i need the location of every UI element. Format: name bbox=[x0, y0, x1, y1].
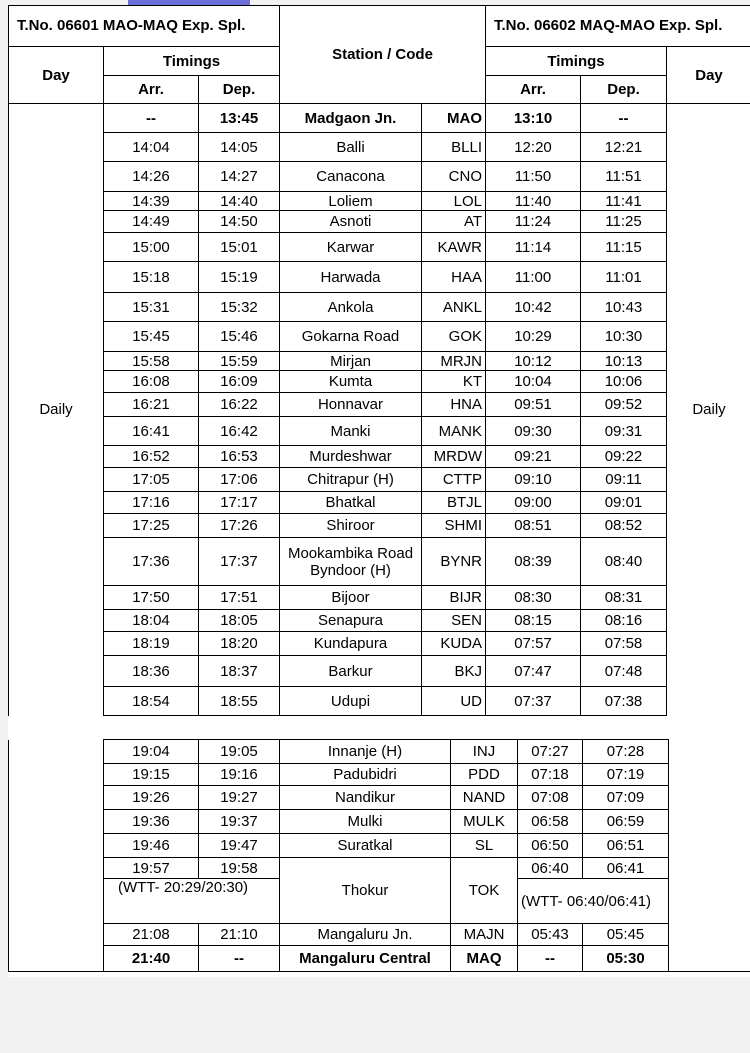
station-code: AT bbox=[422, 211, 486, 233]
timing-dep: 07:38 bbox=[581, 687, 667, 716]
timing-dep: 21:10 bbox=[199, 924, 280, 946]
timing-dep: 09:52 bbox=[581, 393, 667, 417]
station-code: SHMI bbox=[422, 514, 486, 538]
station-name: Senapura bbox=[280, 610, 422, 632]
day-spacer-left bbox=[9, 924, 104, 946]
day-spacer-left bbox=[9, 764, 104, 786]
timing-dep: 16:42 bbox=[199, 417, 280, 446]
dep-header-left: Dep. bbox=[199, 76, 280, 104]
station-name: Manki bbox=[280, 417, 422, 446]
table-row bbox=[9, 538, 750, 586]
timing-dep: 18:20 bbox=[199, 632, 280, 656]
day-spacer-right bbox=[669, 764, 750, 786]
timing-arr: 11:24 bbox=[486, 211, 581, 233]
station-name: Ankola bbox=[280, 293, 422, 322]
timing-arr: 08:39 bbox=[486, 538, 581, 586]
timing-dep: 11:01 bbox=[581, 262, 667, 293]
timing-dep: 09:11 bbox=[581, 468, 667, 492]
table-row bbox=[9, 586, 750, 610]
station-name: Asnoti bbox=[280, 211, 422, 233]
timing-arr: 18:04 bbox=[104, 610, 199, 632]
station-name: Bhatkal bbox=[280, 492, 422, 514]
table-row bbox=[9, 352, 750, 371]
table-row bbox=[9, 834, 750, 858]
train-down-title: T.No. 06601 MAO-MAQ Exp. Spl. bbox=[9, 6, 280, 47]
timing-dep: -- bbox=[199, 946, 280, 972]
timing-arr: 14:04 bbox=[104, 133, 199, 162]
timing-dep: 09:22 bbox=[581, 446, 667, 468]
station-code: INJ bbox=[451, 740, 518, 764]
timing-dep: 06:51 bbox=[583, 834, 669, 858]
day-spacer-right bbox=[669, 834, 750, 858]
timing-arr: 08:15 bbox=[486, 610, 581, 632]
day-spacer-left bbox=[9, 879, 104, 924]
timing-dep: 11:15 bbox=[581, 233, 667, 262]
timing-arr: 07:37 bbox=[486, 687, 581, 716]
station-name: Mulki bbox=[280, 810, 451, 834]
timing-arr: 09:30 bbox=[486, 417, 581, 446]
table-row bbox=[9, 417, 750, 446]
timing-arr: -- bbox=[104, 104, 199, 133]
table-row bbox=[9, 371, 750, 393]
timing-dep: 07:48 bbox=[581, 656, 667, 687]
timing-arr: 07:27 bbox=[518, 740, 583, 764]
end-rows bbox=[9, 924, 750, 972]
wtt-note-down: (WTT- 20:29/20:30) bbox=[104, 879, 280, 924]
day-header-left: Day bbox=[9, 47, 104, 104]
timing-arr: 16:52 bbox=[104, 446, 199, 468]
day-spacer-right bbox=[669, 924, 750, 946]
timing-dep: 11:25 bbox=[581, 211, 667, 233]
timing-arr: 18:36 bbox=[104, 656, 199, 687]
day-spacer-left bbox=[9, 786, 104, 810]
station-name: Harwada bbox=[280, 262, 422, 293]
day-spacer-left bbox=[9, 740, 104, 764]
station-code: PDD bbox=[451, 764, 518, 786]
timing-dep: 10:13 bbox=[581, 352, 667, 371]
timing-dep: 14:05 bbox=[199, 133, 280, 162]
timing-dep: 19:58 bbox=[199, 858, 280, 879]
day-spacer-left bbox=[9, 858, 104, 879]
timing-dep: 17:06 bbox=[199, 468, 280, 492]
station-name: Shiroor bbox=[280, 514, 422, 538]
timing-dep: 07:19 bbox=[583, 764, 669, 786]
timing-dep: 07:58 bbox=[581, 632, 667, 656]
table-row bbox=[9, 192, 750, 211]
timing-arr: 14:39 bbox=[104, 192, 199, 211]
timing-dep: 18:37 bbox=[199, 656, 280, 687]
station-name: Nandikur bbox=[280, 786, 451, 810]
day-spacer-right bbox=[669, 740, 750, 764]
timing-dep: 05:30 bbox=[583, 946, 669, 972]
upper-rows bbox=[9, 104, 750, 716]
timing-arr: 07:47 bbox=[486, 656, 581, 687]
timing-dep: 19:27 bbox=[199, 786, 280, 810]
table-row bbox=[9, 446, 750, 468]
timing-dep: 12:21 bbox=[581, 133, 667, 162]
timing-dep: -- bbox=[581, 104, 667, 133]
timing-dep: 10:43 bbox=[581, 293, 667, 322]
station-name: Mangaluru Jn. bbox=[280, 924, 451, 946]
station-code: LOL bbox=[422, 192, 486, 211]
dep-header-right: Dep. bbox=[581, 76, 667, 104]
timing-arr: 21:40 bbox=[104, 946, 199, 972]
table-row bbox=[9, 514, 750, 538]
station-name: Bijoor bbox=[280, 586, 422, 610]
station-code: ANKL bbox=[422, 293, 486, 322]
station-name: Balli bbox=[280, 133, 422, 162]
timing-arr: 09:10 bbox=[486, 468, 581, 492]
timing-dep: 14:40 bbox=[199, 192, 280, 211]
timing-arr: 11:50 bbox=[486, 162, 581, 192]
station-name: Karwar bbox=[280, 233, 422, 262]
table-row bbox=[9, 810, 750, 834]
timings-header-left: Timings bbox=[104, 47, 280, 76]
table-row bbox=[9, 322, 750, 352]
timing-dep: 19:16 bbox=[199, 764, 280, 786]
timing-arr: 21:08 bbox=[104, 924, 199, 946]
day-spacer-right bbox=[669, 786, 750, 810]
table-row bbox=[9, 656, 750, 687]
station-code: BLLI bbox=[422, 133, 486, 162]
timing-arr: 15:31 bbox=[104, 293, 199, 322]
timings-header-right: Timings bbox=[486, 47, 667, 76]
station-code: SL bbox=[451, 834, 518, 858]
train-up-title: T.No. 06602 MAQ-MAO Exp. Spl. bbox=[486, 6, 750, 47]
timing-arr: 06:40 bbox=[518, 858, 583, 879]
table-row bbox=[9, 632, 750, 656]
station-name: Innanje (H) bbox=[280, 740, 451, 764]
timing-arr: 14:49 bbox=[104, 211, 199, 233]
timing-dep: 17:17 bbox=[199, 492, 280, 514]
timing-dep: 05:45 bbox=[583, 924, 669, 946]
timing-dep: 09:01 bbox=[581, 492, 667, 514]
station-name: Mookambika Road Byndoor (H) bbox=[280, 538, 422, 586]
table-row bbox=[9, 162, 750, 192]
timing-dep: 07:09 bbox=[583, 786, 669, 810]
day-spacer-right bbox=[669, 810, 750, 834]
timing-arr: 05:43 bbox=[518, 924, 583, 946]
station-name: Barkur bbox=[280, 656, 422, 687]
timing-dep: 18:55 bbox=[199, 687, 280, 716]
table-row bbox=[9, 393, 750, 417]
station-code: BIJR bbox=[422, 586, 486, 610]
timing-dep: 17:51 bbox=[199, 586, 280, 610]
table-row bbox=[9, 133, 750, 162]
arr-header-right: Arr. bbox=[486, 76, 581, 104]
timing-arr: 08:30 bbox=[486, 586, 581, 610]
timing-dep: 15:59 bbox=[199, 352, 280, 371]
timing-dep: 06:59 bbox=[583, 810, 669, 834]
timing-arr: 16:08 bbox=[104, 371, 199, 393]
timing-arr: 09:21 bbox=[486, 446, 581, 468]
timing-arr: 17:16 bbox=[104, 492, 199, 514]
timing-arr: 10:42 bbox=[486, 293, 581, 322]
station-name: Canacona bbox=[280, 162, 422, 192]
timing-arr: 19:36 bbox=[104, 810, 199, 834]
station-name: Kumta bbox=[280, 371, 422, 393]
timing-dep: 07:28 bbox=[583, 740, 669, 764]
timing-arr: 17:25 bbox=[104, 514, 199, 538]
station-code: SEN bbox=[422, 610, 486, 632]
timing-arr: 16:21 bbox=[104, 393, 199, 417]
day-header-right: Day bbox=[667, 47, 750, 104]
table-row bbox=[9, 468, 750, 492]
timing-arr: 07:08 bbox=[518, 786, 583, 810]
station-name: Udupi bbox=[280, 687, 422, 716]
day-value-left: Daily bbox=[9, 104, 104, 716]
table-row bbox=[9, 233, 750, 262]
day-value-right: Daily bbox=[667, 104, 750, 716]
table-row bbox=[9, 492, 750, 514]
station-code: MRJN bbox=[422, 352, 486, 371]
timing-dep: 19:05 bbox=[199, 740, 280, 764]
station-code: UD bbox=[422, 687, 486, 716]
timing-dep: 09:31 bbox=[581, 417, 667, 446]
arr-header-left: Arr. bbox=[104, 76, 199, 104]
station-name: Gokarna Road bbox=[280, 322, 422, 352]
station-code: MULK bbox=[451, 810, 518, 834]
timing-dep: 08:40 bbox=[581, 538, 667, 586]
timing-dep: 10:06 bbox=[581, 371, 667, 393]
timing-dep: 17:26 bbox=[199, 514, 280, 538]
station-code: CNO bbox=[422, 162, 486, 192]
timing-dep: 14:27 bbox=[199, 162, 280, 192]
timing-dep: 13:45 bbox=[199, 104, 280, 133]
timing-arr: 19:04 bbox=[104, 740, 199, 764]
timing-arr: 10:29 bbox=[486, 322, 581, 352]
timing-dep: 17:37 bbox=[199, 538, 280, 586]
timing-arr: 14:26 bbox=[104, 162, 199, 192]
timing-dep: 19:37 bbox=[199, 810, 280, 834]
station-code: TOK bbox=[451, 858, 518, 924]
timing-arr: 09:00 bbox=[486, 492, 581, 514]
timing-dep: 16:53 bbox=[199, 446, 280, 468]
station-name: Honnavar bbox=[280, 393, 422, 417]
timing-dep: 15:32 bbox=[199, 293, 280, 322]
timing-arr: 19:26 bbox=[104, 786, 199, 810]
station-name: Murdeshwar bbox=[280, 446, 422, 468]
table-row bbox=[9, 104, 750, 133]
timing-dep: 08:52 bbox=[581, 514, 667, 538]
timing-arr: 11:00 bbox=[486, 262, 581, 293]
timing-arr: 07:57 bbox=[486, 632, 581, 656]
station-code: BYNR bbox=[422, 538, 486, 586]
table-row bbox=[9, 740, 750, 764]
station-name: Mangaluru Central bbox=[280, 946, 451, 972]
station-code: MANK bbox=[422, 417, 486, 446]
station-name: Mirjan bbox=[280, 352, 422, 371]
timing-arr: 10:04 bbox=[486, 371, 581, 393]
table-row bbox=[9, 293, 750, 322]
table-row bbox=[9, 786, 750, 810]
day-spacer-right bbox=[669, 879, 750, 924]
timing-arr: 19:57 bbox=[104, 858, 199, 879]
timetable-lower bbox=[8, 739, 750, 972]
timing-dep: 06:41 bbox=[583, 858, 669, 879]
day-spacer-left bbox=[9, 834, 104, 858]
station-name: Madgaon Jn. bbox=[280, 104, 422, 133]
lower-rows bbox=[9, 740, 750, 858]
station-name: Padubidri bbox=[280, 764, 451, 786]
timing-arr: 19:46 bbox=[104, 834, 199, 858]
timing-dep: 18:05 bbox=[199, 610, 280, 632]
timing-arr: 13:10 bbox=[486, 104, 581, 133]
timing-dep: 15:01 bbox=[199, 233, 280, 262]
table-row bbox=[9, 610, 750, 632]
table-row bbox=[9, 211, 750, 233]
timing-arr: 18:54 bbox=[104, 687, 199, 716]
station-code: KUDA bbox=[422, 632, 486, 656]
station-name: Suratkal bbox=[280, 834, 451, 858]
timing-arr: 06:58 bbox=[518, 810, 583, 834]
table-row bbox=[9, 764, 750, 786]
timing-arr: 17:50 bbox=[104, 586, 199, 610]
timing-dep: 16:22 bbox=[199, 393, 280, 417]
table-row bbox=[9, 262, 750, 293]
timetable-upper bbox=[8, 5, 750, 716]
station-code: BKJ bbox=[422, 656, 486, 687]
timing-arr: 17:36 bbox=[104, 538, 199, 586]
timing-arr: 15:00 bbox=[104, 233, 199, 262]
station-name: Kundapura bbox=[280, 632, 422, 656]
station-code: NAND bbox=[451, 786, 518, 810]
timing-dep: 11:51 bbox=[581, 162, 667, 192]
station-code: HNA bbox=[422, 393, 486, 417]
station-name: Chitrapur (H) bbox=[280, 468, 422, 492]
timing-arr: -- bbox=[518, 946, 583, 972]
day-spacer-right bbox=[669, 946, 750, 972]
timing-dep: 14:50 bbox=[199, 211, 280, 233]
station-code-header: Station / Code bbox=[280, 6, 486, 104]
station-code: KAWR bbox=[422, 233, 486, 262]
station-code: CTTP bbox=[422, 468, 486, 492]
station-name: Thokur bbox=[280, 858, 451, 924]
timing-arr: 09:51 bbox=[486, 393, 581, 417]
timing-arr: 15:45 bbox=[104, 322, 199, 352]
timing-arr: 15:58 bbox=[104, 352, 199, 371]
timing-arr: 10:12 bbox=[486, 352, 581, 371]
table-row bbox=[9, 924, 750, 946]
station-code: GOK bbox=[422, 322, 486, 352]
station-code: KT bbox=[422, 371, 486, 393]
timing-arr: 17:05 bbox=[104, 468, 199, 492]
timing-arr: 11:14 bbox=[486, 233, 581, 262]
station-code: HAA bbox=[422, 262, 486, 293]
station-name: Loliem bbox=[280, 192, 422, 211]
table-row bbox=[9, 687, 750, 716]
timing-dep: 19:47 bbox=[199, 834, 280, 858]
timing-dep: 15:19 bbox=[199, 262, 280, 293]
day-spacer-left bbox=[9, 946, 104, 972]
timing-arr: 16:41 bbox=[104, 417, 199, 446]
timing-dep: 16:09 bbox=[199, 371, 280, 393]
station-code: MRDW bbox=[422, 446, 486, 468]
timing-arr: 11:40 bbox=[486, 192, 581, 211]
day-spacer-left bbox=[9, 810, 104, 834]
station-code: MAJN bbox=[451, 924, 518, 946]
timing-arr: 08:51 bbox=[486, 514, 581, 538]
timing-dep: 08:31 bbox=[581, 586, 667, 610]
timing-dep: 08:16 bbox=[581, 610, 667, 632]
timing-arr: 12:20 bbox=[486, 133, 581, 162]
timing-dep: 15:46 bbox=[199, 322, 280, 352]
day-spacer-right bbox=[669, 858, 750, 879]
timing-arr: 07:18 bbox=[518, 764, 583, 786]
timing-dep: 10:30 bbox=[581, 322, 667, 352]
station-code: BTJL bbox=[422, 492, 486, 514]
timing-arr: 06:50 bbox=[518, 834, 583, 858]
station-code: MAO bbox=[422, 104, 486, 133]
wtt-note-up: (WTT- 06:40/06:41) bbox=[518, 879, 669, 924]
timing-arr: 18:19 bbox=[104, 632, 199, 656]
timing-arr: 19:15 bbox=[104, 764, 199, 786]
timing-dep: 11:41 bbox=[581, 192, 667, 211]
station-code: MAQ bbox=[451, 946, 518, 972]
timing-arr: 15:18 bbox=[104, 262, 199, 293]
table-row bbox=[9, 946, 750, 972]
